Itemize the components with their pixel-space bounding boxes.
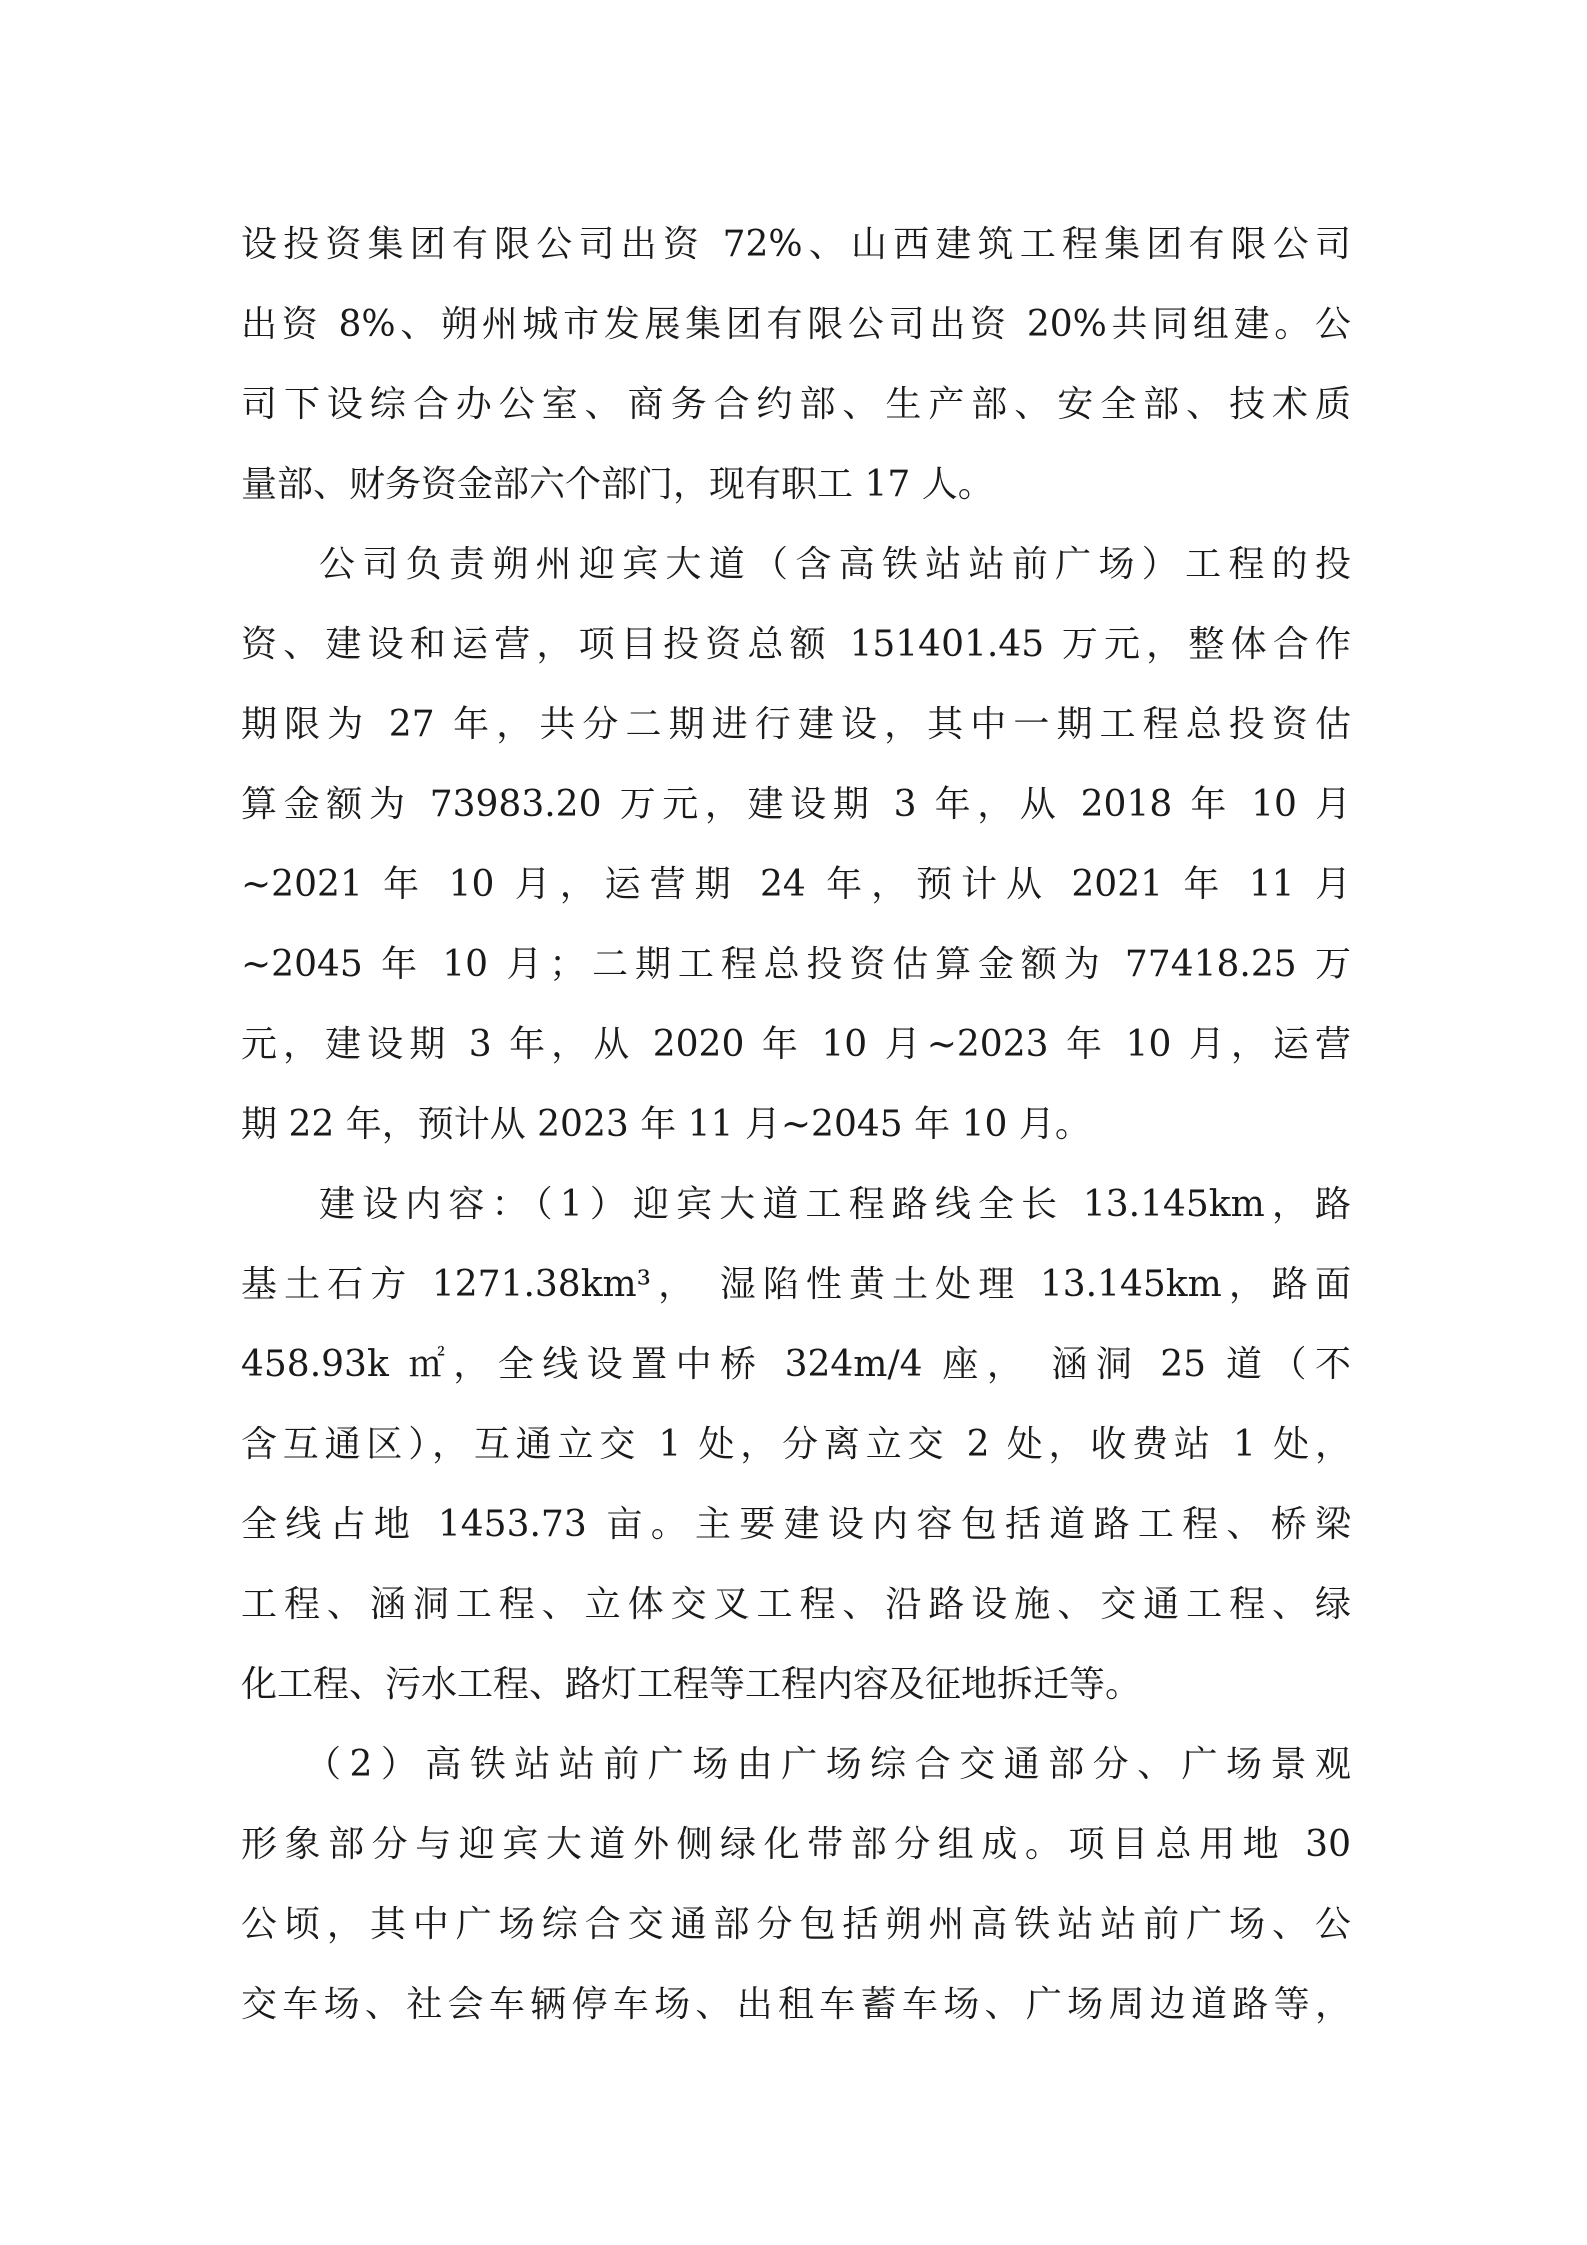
paragraph-line: （2）高铁站站前广场由广场综合交通部分、广场景观 bbox=[305, 1744, 1351, 1785]
paragraph-line: 量部、财务资金部六个部门，现有职工 17 人。 bbox=[241, 464, 994, 505]
paragraph-line: 化工程、污水工程、路灯工程等工程内容及征地拆迁等。 bbox=[241, 1664, 1142, 1705]
paragraph-line: 全线占地 1453.73 亩。主要建设内容包括道路工程、桥梁 bbox=[241, 1504, 1351, 1545]
document-body bbox=[241, 205, 1351, 2045]
paragraph-line: 出资 8%、朔州城市发展集团有限公司出资 20%共同组建。公 bbox=[241, 304, 1351, 345]
paragraph-line: 交车场、社会车辆停车场、出租车蓄车场、广场周边道路等， bbox=[241, 1984, 1351, 2025]
paragraph-line: 资、建设和运营，项目投资总额 151401.45 万元，整体合作 bbox=[241, 624, 1351, 665]
paragraph-line: 算金额为 73983.20 万元，建设期 3 年，从 2018 年 10 月 bbox=[241, 784, 1351, 825]
paragraph-line: 458.93k ㎡，全线设置中桥 324m/4 座， 涵洞 25 道（不 bbox=[241, 1344, 1351, 1385]
paragraph-line: 司下设综合办公室、商务合约部、生产部、安全部、技术质 bbox=[241, 384, 1351, 425]
paragraph-line: 元，建设期 3 年，从 2020 年 10 月~2023 年 10 月，运营 bbox=[241, 1024, 1351, 1065]
paragraph-line: 期 22 年，预计从 2023 年 11 月~2045 年 10 月。 bbox=[241, 1104, 1091, 1145]
paragraph-line: 公司负责朔州迎宾大道（含高铁站站前广场）工程的投 bbox=[319, 544, 1351, 585]
paragraph-line: ~2045 年 10 月；二期工程总投资估算金额为 77418.25 万 bbox=[241, 944, 1351, 985]
paragraph-line: 基土石方 1271.38km³， 湿陷性黄土处理 13.145km，路面 bbox=[241, 1264, 1351, 1305]
paragraph-line: 期限为 27 年，共分二期进行建设，其中一期工程总投资估 bbox=[241, 704, 1351, 745]
paragraph-line: 建设内容：（1）迎宾大道工程路线全长 13.145km，路 bbox=[319, 1184, 1351, 1225]
paragraph-line: 公顷，其中广场综合交通部分包括朔州高铁站站前广场、公 bbox=[241, 1904, 1351, 1945]
paragraph-line: 含互通区），互通立交 1 处，分离立交 2 处，收费站 1 处， bbox=[241, 1424, 1351, 1465]
paragraph-line: 设投资集团有限公司出资 72%、山西建筑工程集团有限公司 bbox=[241, 224, 1351, 265]
paragraph-line: ~2021 年 10 月，运营期 24 年，预计从 2021 年 11 月 bbox=[241, 864, 1351, 905]
paragraph-line: 形象部分与迎宾大道外侧绿化带部分组成。项目总用地 30 bbox=[241, 1824, 1351, 1865]
paragraph-line: 工程、涵洞工程、立体交叉工程、沿路设施、交通工程、绿 bbox=[241, 1584, 1351, 1625]
